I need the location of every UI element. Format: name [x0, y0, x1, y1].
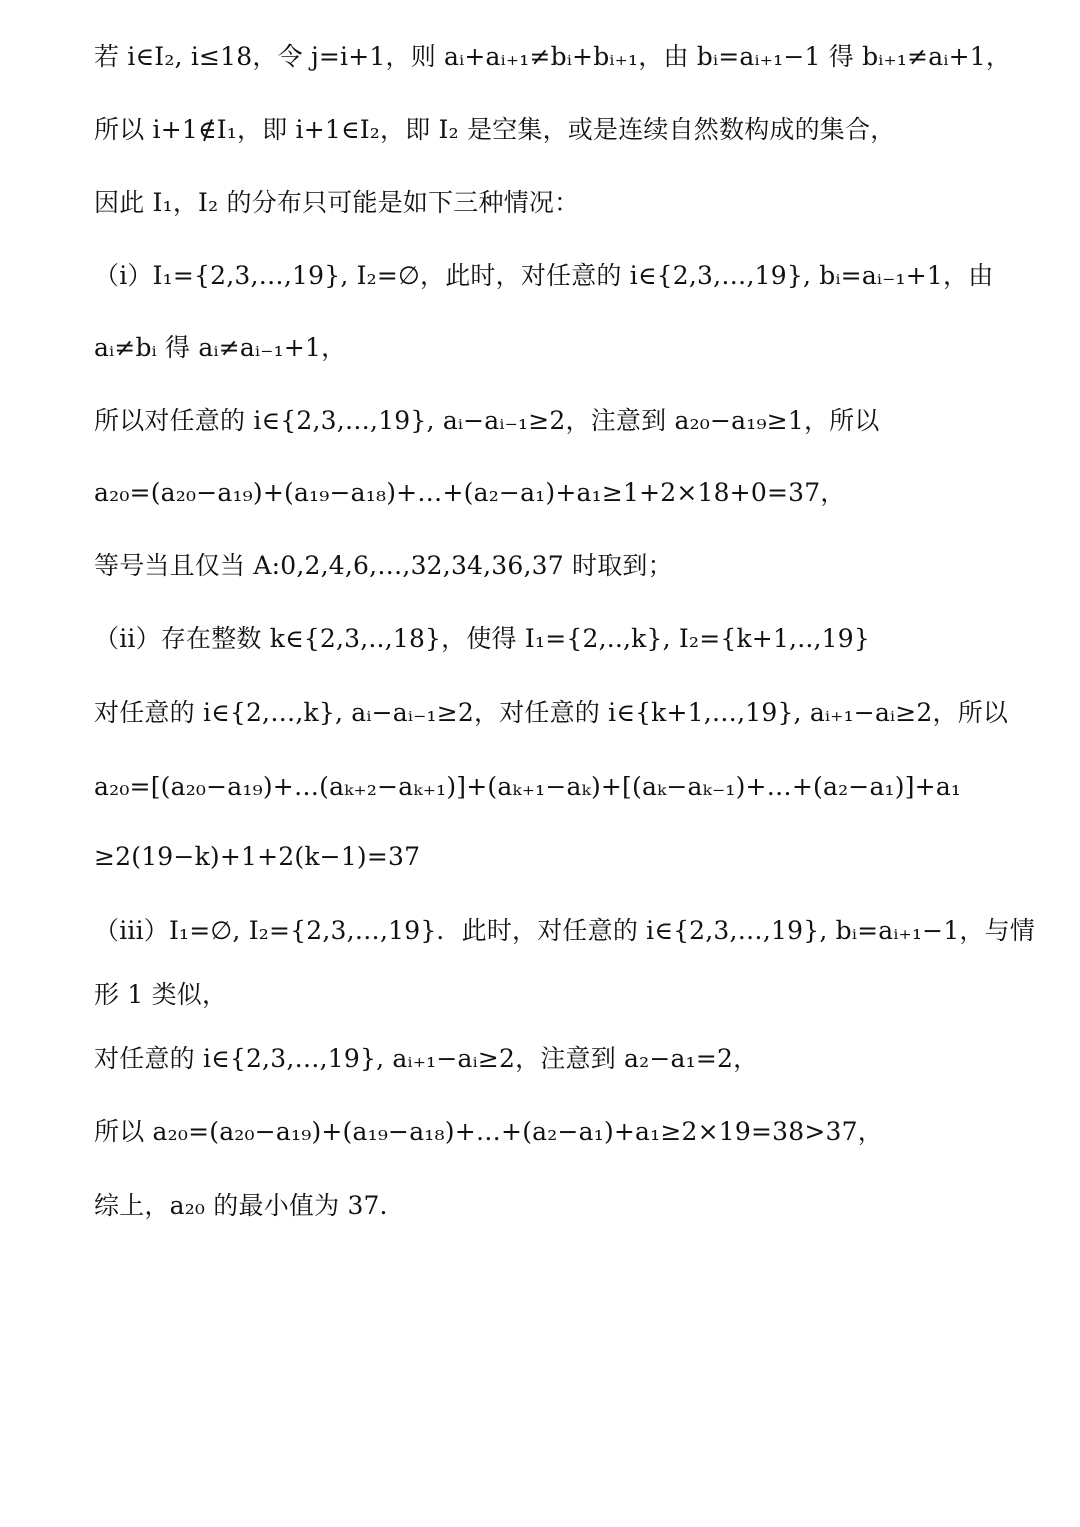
text-line-11: a₂₀=[(a₂₀−a₁₉)+…(aₖ₊₂−aₖ₊₁)]+(aₖ₊₁−aₖ)+[(aₖ−aₖ₋₁)+…+(a₂−a₁)]+a₁ — [94, 772, 962, 801]
text-line-8: 等号当且仅当 A:0,2,4,6,…,32,34,36,37 时取到； — [94, 551, 673, 580]
text-line-14: 形 1 类似， — [94, 980, 228, 1009]
text-line-12: ≥2(19−k)+1+2(k−1)=37 — [94, 842, 421, 871]
text-line-17: 综上，a₂₀ 的最小值为 37． — [94, 1191, 405, 1220]
text-line-4: （i）I₁={2,3,…,19}, I₂=∅，此时，对任意的 i∈{2,3,…,19}, bᵢ=aᵢ₋₁+1，由 — [94, 261, 994, 290]
text-line-3: 因此 I₁，I₂ 的分布只可能是如下三种情况： — [94, 188, 580, 217]
text-line-1: 若 i∈I₂, i≤18，令 j=i+1，则 aᵢ+aᵢ₊₁≠bᵢ+bᵢ₊₁，由 bᵢ=aᵢ₊₁−1 得 bᵢ₊₁≠aᵢ+1， — [94, 42, 1012, 71]
text-line-10: 对任意的 i∈{2,…,k}, aᵢ−aᵢ₋₁≥2，对任意的 i∈{k+1,…,19}, aᵢ₊₁−aᵢ≥2，所以 — [94, 698, 1009, 727]
text-line-5: aᵢ≠bᵢ 得 aᵢ≠aᵢ₋₁+1， — [94, 333, 347, 362]
text-line-16: 所以 a₂₀=(a₂₀−a₁₉)+(a₁₉−a₁₈)+…+(a₂−a₁)+a₁≥2×19=38>37， — [94, 1117, 883, 1146]
text-line-13: （iii）I₁=∅, I₂={2,3,…,19}．此时，对任意的 i∈{2,3,…,19}, bᵢ=aᵢ₊₁−1，与情 — [94, 916, 1036, 945]
text-line-9: （ii）存在整数 k∈{2,3,..,18}，使得 I₁={2,..,k}, I₂={k+1,..,19} — [94, 624, 870, 653]
text-line-6: 所以对任意的 i∈{2,3,…,19}, aᵢ−aᵢ₋₁≥2，注意到 a₂₀−a₁₉≥1，所以 — [94, 406, 880, 435]
text-line-7: a₂₀=(a₂₀−a₁₉)+(a₁₉−a₁₈)+…+(a₂−a₁)+a₁≥1+2×18+0=37， — [94, 478, 846, 507]
text-line-15: 对任意的 i∈{2,3,…,19}, aᵢ₊₁−aᵢ≥2，注意到 a₂−a₁=2， — [94, 1044, 759, 1073]
text-line-2: 所以 i+1∉I₁，即 i+1∈I₂，即 I₂ 是空集，或是连续自然数构成的集合， — [94, 115, 896, 144]
